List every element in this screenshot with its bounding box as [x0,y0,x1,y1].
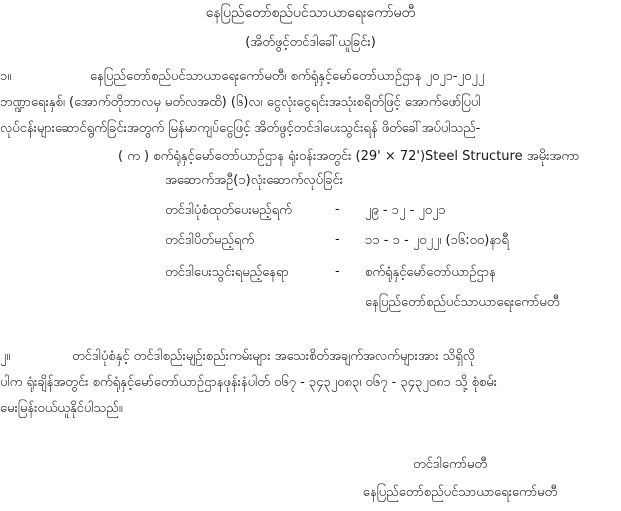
paragraph-1-line-3: လုပ်ငန်းများဆောင်ရွက်ခြင်းအတွက် မြန်မာကျပ်ငွေဖြင့် အိတ်ဖွင့်တင်ဒါပေးသွင်းရန် ဖိတ်ခေါ်အပ်ပါသည်- [0,121,481,136]
schedule-label: တင်ဒါပုံစံထုတ်ပေးမည့်ရက် [165,203,292,218]
schedule-value: ၂၉ - ၁၂ - ၂၀၂၁ [365,203,446,218]
schedule-dash: - [335,264,340,279]
paragraph-number: ၂။ [0,349,11,364]
schedule-row [165,202,615,222]
document-title: နေပြည်တော်စည်ပင်သာယာရေးကော်မတီ [205,5,416,21]
item-a-line-1: ( က ) စက်ရုံနှင့်မော်တော်ယာဉ်ဌာန ရုံးဝန်းအတွင်း (29' × 72')Steel Structure အမိုးအကာ [118,149,580,164]
paragraph-2-line-3: မေးမြန်းဝယ်ယူနိုင်ပါသည်။ [0,401,123,416]
paragraph-2-line-2: ပါက ရုံးချိန်အတွင်း စက်ရုံနှင့်မော်တော်ယာဉ်ဌာနဖုန်းနံပါတ် ၀၆၇ - ၃၄၃၂၀၈၃၊ ၀၆၇ - ၃၄၃၂၀၈၁ သို့ စုံစမ်း [0,375,497,390]
schedule-place-line-2: နေပြည်တော်စည်ပင်သာယာရေးကော်မတီ [365,295,560,310]
schedule-value: ၁၁ - ၁ - ၂၀၂၂၊ (၁၆:၀၀)နာရီ [365,233,509,248]
schedule-row [165,232,615,252]
schedule-dash: - [335,202,340,217]
signature-committee: တင်ဒါကော်မတီ [412,457,488,472]
paragraph-text: တင်ဒါပုံစံနှင့် တင်ဒါစည်းမျဉ်းစည်းကမ်းများ အသေးစိတ်အချက်အလက်များအား သိရှိလို [72,349,475,364]
paragraph-number: ၁။ [0,69,12,84]
item-a-line-2: အဆောက်အဦ(၁)လုံးဆောက်လုပ်ခြင်း [165,173,344,188]
schedule-row [165,264,615,284]
document-subtitle: (အိတ်ဖွင့်တင်ဒါခေါ်ယူခြင်း) [245,35,376,50]
paragraph-1-line-2: ဘဏ္ဍာရေးနှစ်၊ (အောက်တိုဘာလမှ မတ်လအထိ) (၆)လ၊ ငွေလုံးငွေရင်းအသုံးစရိတ်ဖြင့် အောက်ဖော်ပြပါ [0,95,481,110]
schedule-dash: - [335,232,340,247]
signature-organization: နေပြည်တော်စည်ပင်သာယာရေးကော်မတီ [362,485,558,500]
schedule-label: တင်ဒါပေးသွင်းရမည့်နေရာ [165,265,289,280]
paragraph-text: နေပြည်တော်စည်ပင်သာယာရေးကော်မတီ၊ စက်ရုံနှင့်မော်တော်ယာဉ်ဌာန ၂၀၂၁-၂၀၂၂ [90,69,485,84]
schedule-label: တင်ဒါပိတ်မည့်ရက် [165,233,255,248]
schedule-value: စက်ရုံနှင့်မော်တော်ယာဉ်ဌာန [365,265,496,280]
